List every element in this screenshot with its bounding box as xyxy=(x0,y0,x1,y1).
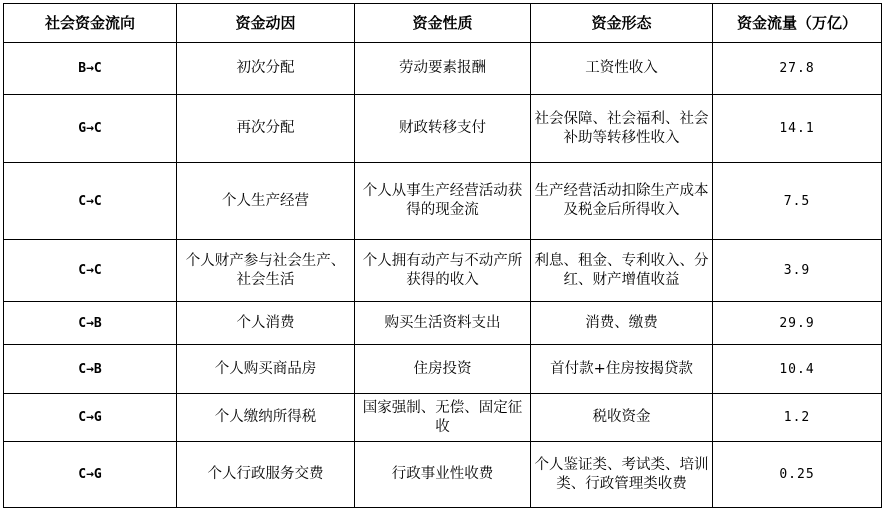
header-form: 资金形态 xyxy=(531,4,713,43)
cell-amount: 27.8 xyxy=(713,43,882,95)
cell-form: 社会保障、社会福利、社会补助等转移性收入 xyxy=(531,95,713,163)
table-row xyxy=(4,163,882,240)
cell-cause: 个人行政服务交费 xyxy=(177,442,355,508)
cell-nature: 个人拥有动产与不动产所获得的收入 xyxy=(355,240,531,302)
cell-cause: 个人购买商品房 xyxy=(177,345,355,394)
cell-nature: 购买生活资料支出 xyxy=(355,302,531,345)
cell-flow: C→C xyxy=(4,240,177,302)
table-row xyxy=(4,345,882,394)
cell-form: 个人鉴证类、考试类、培训类、行政管理类收费 xyxy=(531,442,713,508)
cell-amount: 0.25 xyxy=(713,442,882,508)
cell-nature: 行政事业性收费 xyxy=(355,442,531,508)
cell-amount: 29.9 xyxy=(713,302,882,345)
cell-form: 消费、缴费 xyxy=(531,302,713,345)
cell-amount: 1.2 xyxy=(713,394,882,442)
cell-flow: G→C xyxy=(4,95,177,163)
table-row xyxy=(4,95,882,163)
table-row xyxy=(4,302,882,345)
cell-form: 利息、租金、专利收入、分红、财产增值收益 xyxy=(531,240,713,302)
table-row xyxy=(4,394,882,442)
cell-flow: B→C xyxy=(4,43,177,95)
cell-amount: 14.1 xyxy=(713,95,882,163)
cell-nature: 国家强制、无偿、固定征收 xyxy=(355,394,531,442)
cell-flow: C→C xyxy=(4,163,177,240)
cell-form: 税收资金 xyxy=(531,394,713,442)
cell-cause: 再次分配 xyxy=(177,95,355,163)
cell-form: 工资性收入 xyxy=(531,43,713,95)
cell-cause: 初次分配 xyxy=(177,43,355,95)
cell-nature: 劳动要素报酬 xyxy=(355,43,531,95)
cell-cause: 个人缴纳所得税 xyxy=(177,394,355,442)
cell-cause: 个人财产参与社会生产、社会生活 xyxy=(177,240,355,302)
header-cause: 资金动因 xyxy=(177,4,355,43)
cell-amount: 3.9 xyxy=(713,240,882,302)
cell-form: 生产经营活动扣除生产成本及税金后所得收入 xyxy=(531,163,713,240)
cell-amount: 10.4 xyxy=(713,345,882,394)
table-row xyxy=(4,442,882,508)
cell-form: 首付款+住房按揭贷款 xyxy=(531,345,713,394)
header-amount: 资金流量（万亿） xyxy=(713,4,882,43)
cell-cause: 个人消费 xyxy=(177,302,355,345)
cell-flow: C→G xyxy=(4,442,177,508)
cell-nature: 财政转移支付 xyxy=(355,95,531,163)
cell-cause: 个人生产经营 xyxy=(177,163,355,240)
table-row xyxy=(4,43,882,95)
header-flow-direction: 社会资金流向 xyxy=(4,4,177,43)
cell-amount: 7.5 xyxy=(713,163,882,240)
cell-flow: C→G xyxy=(4,394,177,442)
fund-flow-table xyxy=(3,3,882,508)
table-header-row xyxy=(4,4,882,43)
cell-nature: 个人从事生产经营活动获得的现金流 xyxy=(355,163,531,240)
cell-flow: C→B xyxy=(4,345,177,394)
table-container xyxy=(3,3,882,508)
cell-flow: C→B xyxy=(4,302,177,345)
table-row xyxy=(4,240,882,302)
cell-nature: 住房投资 xyxy=(355,345,531,394)
header-nature: 资金性质 xyxy=(355,4,531,43)
